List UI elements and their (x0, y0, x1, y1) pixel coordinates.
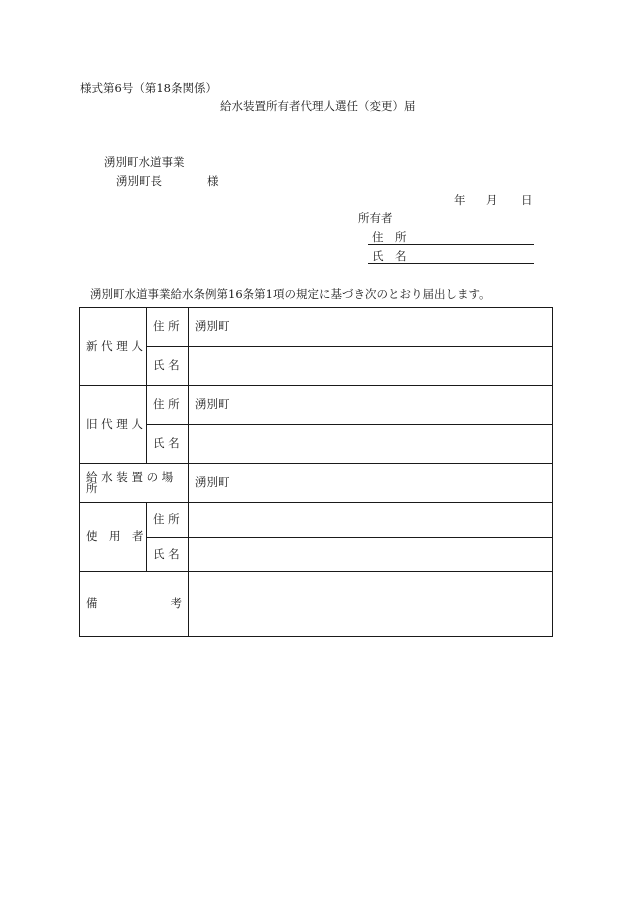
table-row (80, 347, 553, 386)
location-label: 給 水 装 置 の 場 所 (80, 464, 189, 503)
date-year-label: 年 (454, 193, 466, 207)
old-agent-name-label: 氏 名 (147, 425, 189, 464)
form-number: 様式第6号（第18条関係） (80, 81, 217, 95)
old-agent-name-value[interactable] (189, 425, 553, 464)
remarks-label-cell (80, 572, 189, 637)
recipient-head: 湧別町長 (116, 174, 162, 188)
table-row (80, 386, 553, 425)
new-agent-label: 新 代 理 人 (80, 308, 147, 386)
user-name-label: 氏 名 (147, 538, 189, 572)
recipient-honorific: 様 (207, 174, 219, 188)
table-row (80, 425, 553, 464)
date-day-label: 日 (521, 193, 533, 207)
owner-address-underline (368, 244, 534, 245)
document-title: 給水装置所有者代理人選任（変更）届 (220, 99, 416, 113)
new-agent-name-label: 氏 名 (147, 347, 189, 386)
table-row (80, 308, 553, 347)
remarks-label-left: 備 (86, 596, 98, 611)
table-row (80, 572, 553, 637)
old-agent-address-label: 住 所 (147, 386, 189, 425)
owner-name-label: 氏 名 (372, 249, 407, 263)
owner-label: 所有者 (358, 211, 393, 225)
table-row (80, 503, 553, 538)
location-value[interactable]: 湧別町 (189, 464, 553, 503)
recipient-organization: 湧別町水道事業 (104, 155, 185, 169)
statement-text: 湧別町水道事業給水条例第16条第1項の規定に基づき次のとおり届出します。 (90, 287, 491, 301)
user-address-value[interactable] (189, 503, 553, 538)
table-row (80, 538, 553, 572)
remarks-label-right: 考 (170, 596, 182, 611)
new-agent-address-value[interactable]: 湧別町 (189, 308, 553, 347)
user-label: 使 用 者 (80, 503, 147, 572)
owner-name-underline (368, 263, 534, 264)
user-name-value[interactable] (189, 538, 553, 572)
old-agent-address-value[interactable]: 湧別町 (189, 386, 553, 425)
old-agent-label: 旧 代 理 人 (80, 386, 147, 464)
notification-table (79, 307, 553, 637)
new-agent-name-value[interactable] (189, 347, 553, 386)
new-agent-address-label: 住 所 (147, 308, 189, 347)
owner-address-label: 住 所 (372, 230, 407, 244)
user-address-label: 住 所 (147, 503, 189, 538)
date-month-label: 月 (486, 193, 498, 207)
remarks-value[interactable] (189, 572, 553, 637)
table-row (80, 464, 553, 503)
